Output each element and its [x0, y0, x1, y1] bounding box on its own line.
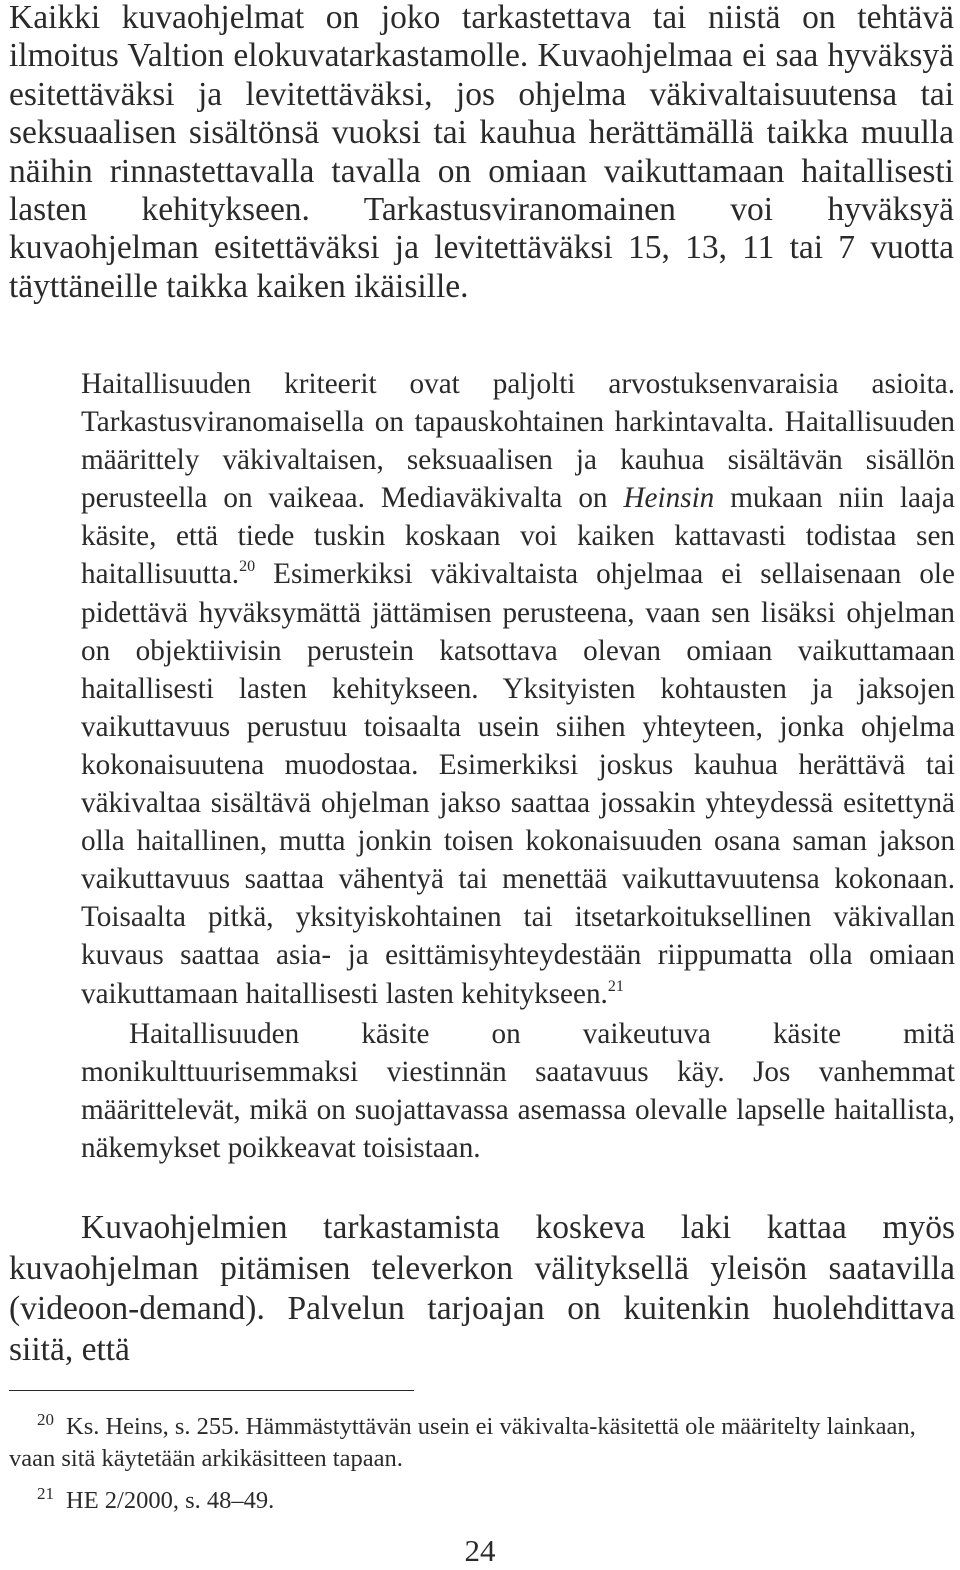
page-number: 24: [464, 1533, 496, 1568]
body-paragraph-2: [81, 365, 955, 1013]
footnote-mark-20: 20: [37, 1410, 54, 1429]
paragraph-2-text-b: mukaan niin laaja käsite, että tiede tuskin koskaan voi kaiken kattavasti todistaa sen haitallisuutta.: [81, 482, 955, 591]
paragraph-2-text-a: Haitallisuuden kriteerit ovat paljolti arvostuksenvaraisia asioita. Tarkastusviranomaisella on tapauskohtainen harkintavalta. Haitallisuuden määrittely väkivaltaisen, seksuaalisen ja kauhua sisältävän sisällön perusteella on vaikeaa. Mediaväkivalta on: [81, 368, 955, 515]
author-name-italic: Heinsin: [623, 482, 715, 515]
footnote-text-21: HE 2/2000, s. 48–49.: [66, 1487, 275, 1514]
footnote-21: [9, 1485, 957, 1517]
footnote-separator-rule: [9, 1390, 414, 1391]
body-paragraph-1: Kaikki kuvaohjelmat on joko tarkastettava tai niistä on tehtävä ilmoitus Valtion elokuvatarkastamolle. Kuvaohjelmaa ei saa hyväksyä esitettäväksi ja levitettäväksi, jos ohjelma väkivaltaisuutensa tai seksuaalisen sisältönsä vuoksi tai kauhua herättämällä taikka muulla näihin rinnastettavalla tavalla on omiaan vaikuttamaan haitallisesti lasten kehitykseen. Tarkastusviranomainen voi hyväksyä kuvaohjelman esitettäväksi ja levitettäväksi 15, 13, 11 tai 7 vuotta täyttäneille taikka kaiken ikäisille.: [9, 0, 954, 305]
footnote-text-20: Ks. Heins, s. 255. Hämmästyttävän usein ei väkivalta-käsitettä ole määritelty lainkaan, vaan sitä käytetään arkikäsitteen tapaan.: [9, 1413, 916, 1472]
footnote-mark-21: 21: [37, 1484, 54, 1503]
footnote-reference-21: 21: [607, 977, 624, 995]
paragraph-2-text-c: Esimerkiksi väkivaltaista ohjelmaa ei sellaisenaan ole pidettävä hyväksymättä jättämisen perusteena, vaan sen lisäksi ohjelman on objektiivisin perustein katsottava olevan omiaan vaikuttamaan haitallisesti lasten kehitykseen. Yksityisten kohtausten ja jaksojen vaikuttavuus perustuu toisaalta usein siihen yhteyteen, jonka ohjelma kokonaisuutena muodostaa. Esimerkiksi joskus kauhua herättävä tai väkivaltaa sisältävä ohjelman jakso saattaa jossakin yhteydessä esitettynä olla haitallinen, mutta jonkin toisen kokonaisuuden osana saman jakson vaikuttavuus saattaa vähentyä tai menettää vaikuttavuutensa kokonaan. Toisaalta pitkä, yksityiskohtainen tai itsetarkoituksellinen väkivallan kuvaus saattaa asia- ja esittämisyhteydestään riippumatta olla omiaan vaikuttamaan haitallisesti lasten kehitykseen.: [81, 558, 955, 1010]
footnote-20: [9, 1411, 957, 1475]
footnote-reference-20: 20: [239, 558, 256, 576]
body-paragraph-4: Kuvaohjelmien tarkastamista koskeva laki kattaa myös kuvaohjelman pitämisen televerkon välityksellä yleisön saatavilla (videoon-demand). Palvelun tarjoajan on kuitenkin huolehdittava siitä, että: [9, 1209, 955, 1368]
body-paragraph-3: Haitallisuuden käsite on vaikeutuva käsite mitä monikulttuurisemmaksi viestinnän saatavuus käy. Jos vanhemmat määrittelevät, mikä on suojattavassa asemassa olevalle lapselle haitallista, näkemykset poikkeavat toisistaan.: [81, 1018, 955, 1165]
